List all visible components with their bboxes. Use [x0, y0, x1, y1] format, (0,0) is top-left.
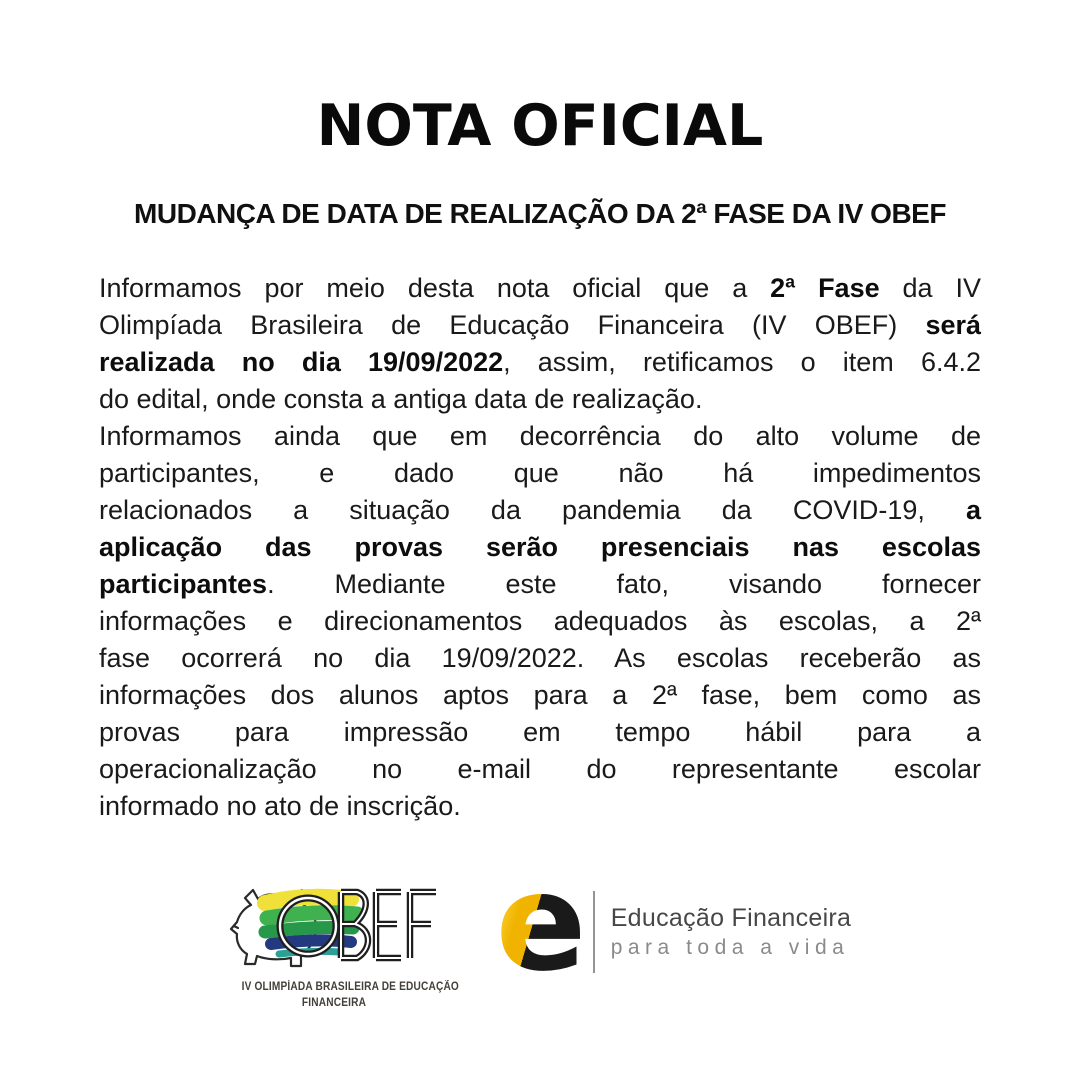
- body-line: participantes. Mediante este fato, visando fornecer: [99, 569, 981, 599]
- body-line: fase ocorrerá no dia 19/09/2022. As escolas receberão as: [99, 643, 981, 673]
- educacao-financeira-logo: [495, 845, 852, 1001]
- logo-divider: [593, 891, 595, 973]
- note-body: [99, 270, 981, 825]
- body-line: Informamos por meio desta nota oficial que a 2ª Fase da IV: [99, 273, 982, 303]
- body-line: operacionalização no e-mail do representante escolar: [99, 754, 981, 784]
- body-line: informado no ato de inscrição.: [99, 791, 461, 821]
- body-line: provas para impressão em tempo hábil para a: [99, 717, 981, 747]
- educacao-financeira-e-icon: [495, 845, 587, 1001]
- body-line: realizada no dia 19/09/2022, assim, retificamos o item 6.4.2: [99, 347, 981, 377]
- e-mark-letter: e: [495, 845, 587, 1001]
- educacao-financeira-text: [611, 903, 852, 961]
- body-line: aplicação das provas serão presenciais nas escolas: [99, 532, 981, 562]
- body-line: participantes, e dado que não há impedimentos: [99, 458, 981, 488]
- ef-wordmark-line1: Educação Financeira: [610, 904, 852, 932]
- body-line: informações dos alunos aptos para a 2ª fase, bem como as: [99, 680, 981, 710]
- body-line: relacionados a situação da pandemia da COVID-19, a: [99, 495, 981, 525]
- obef-caption-line1: IV OLIMPÍADA BRASILEIRA DE EDUCAÇÃO: [241, 981, 459, 993]
- body-line: Informamos ainda que em decorrência do alto volume de: [99, 421, 981, 451]
- footer-logos: [0, 845, 1080, 1010]
- obef-caption-line2: FINANCEIRA: [301, 997, 366, 1009]
- obef-piggy-logo-art: [229, 885, 439, 973]
- obef-logo: [229, 885, 459, 1010]
- body-line: Olimpíada Brasileira de Educação Financeira (IV OBEF) será: [99, 310, 981, 340]
- body-line: informações e direcionamentos adequados às escolas, a 2ª: [99, 606, 981, 636]
- page-title: NOTA OFICIAL: [316, 93, 764, 159]
- ef-wordmark-line2: para toda a vida: [610, 936, 850, 959]
- body-line: do edital, onde consta a antiga data de realização.: [99, 384, 703, 414]
- subtitle: MUDANÇA DE DATA DE REALIZAÇÃO DA 2ª FASE DA IV OBEF: [134, 198, 946, 229]
